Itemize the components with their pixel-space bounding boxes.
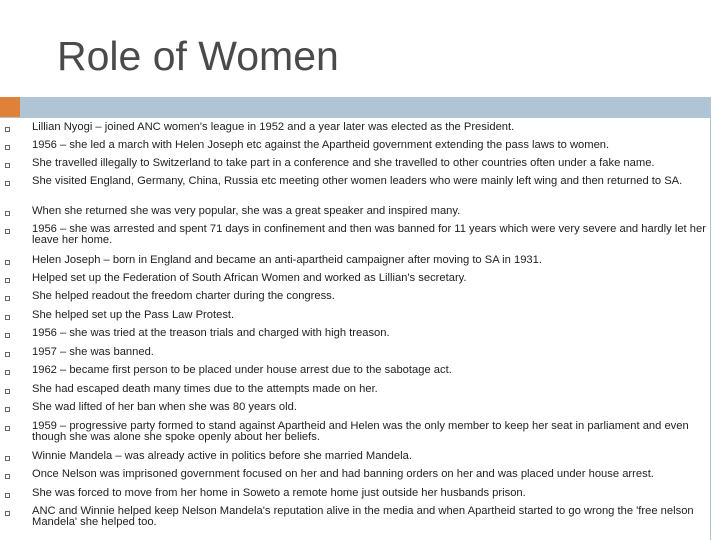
title-accent-bar bbox=[0, 97, 20, 118]
bullet-text: 1962 – became first person to be placed under house arrest due to the sabotage act. bbox=[32, 364, 452, 376]
bullet-text: She helped readout the freedom charter during the congress. bbox=[32, 290, 335, 302]
bullet-text: 1957 – she was banned. bbox=[32, 346, 154, 358]
square-bullet-icon bbox=[5, 511, 10, 516]
bullet-text: 1959 – progressive party formed to stand against Apartheid and Helen was the only member to keep her seat in parliament and even though she was alone she spoke openly about her beliefs. bbox=[32, 420, 689, 443]
square-bullet-icon bbox=[5, 389, 10, 394]
bullet-text: Lillian Nyogi – joined ANC women's league in 1952 and a year later was elected as the President. bbox=[32, 121, 515, 133]
bullet-text: She helped set up the Pass Law Protest. bbox=[32, 309, 235, 321]
square-bullet-icon bbox=[5, 260, 10, 265]
square-bullet-icon bbox=[5, 474, 10, 479]
bullet-text: She visited England, Germany, China, Russia etc meeting other women leaders who were mainly left wing and then returned to SA. bbox=[32, 175, 683, 187]
square-bullet-icon bbox=[5, 181, 10, 186]
bullet-text: 1956 – she led a march with Helen Joseph etc against the Apartheid government extending the pass laws to women. bbox=[32, 139, 610, 151]
title-divider-bar bbox=[20, 97, 706, 118]
square-bullet-icon bbox=[5, 493, 10, 498]
title-divider-line bbox=[0, 117, 706, 118]
square-bullet-icon bbox=[5, 456, 10, 461]
square-bullet-icon bbox=[5, 352, 10, 357]
square-bullet-icon bbox=[5, 315, 10, 320]
bullet-text: Helped set up the Federation of South African Women and worked as Lillian's secretary. bbox=[32, 272, 467, 284]
square-bullet-icon bbox=[5, 229, 10, 234]
square-bullet-icon bbox=[5, 145, 10, 150]
bullet-text: Once Nelson was imprisoned government focused on her and had banning orders on her and was placed under house arrest. bbox=[32, 468, 654, 480]
slide-title: Role of Women bbox=[57, 33, 339, 79]
square-bullet-icon bbox=[5, 333, 10, 338]
bullet-text: She travelled illegally to Switzerland to take part in a conference and she travelled to other countries often under a fake name. bbox=[32, 157, 655, 169]
bullet-text: When she returned she was very popular, she was a great speaker and inspired many. bbox=[32, 205, 461, 217]
bullet-text: 1956 – she was tried at the treason trials and charged with high treason. bbox=[32, 327, 390, 339]
bullet-text: ANC and Winnie helped keep Nelson Mandela's reputation alive in the media and when Apartheid started to go wrong the 'free nelson Mandela' she helped too. bbox=[32, 505, 694, 528]
bullet-text: She wad lifted of her ban when she was 80 years old. bbox=[32, 401, 297, 413]
square-bullet-icon bbox=[5, 426, 10, 431]
square-bullet-icon bbox=[5, 127, 10, 132]
bullet-text: Helen Joseph – born in England and became an anti-apartheid campaigner after moving to SA in 1931. bbox=[32, 254, 542, 266]
bullet-text: Winnie Mandela – was already active in politics before she married Mandela. bbox=[32, 450, 412, 462]
square-bullet-icon bbox=[5, 370, 10, 375]
bullet-text: She was forced to move from her home in Soweto a remote home just outside her husbands prison. bbox=[32, 487, 526, 499]
square-bullet-icon bbox=[5, 407, 10, 412]
bullet-text: She had escaped death many times due to the attempts made on her. bbox=[32, 383, 378, 395]
square-bullet-icon bbox=[5, 211, 10, 216]
bullet-text: 1956 – she was arrested and spent 71 days in confinement and then was banned for 11 years which were very severe and hardly let her leave her home. bbox=[32, 223, 706, 246]
square-bullet-icon bbox=[5, 278, 10, 283]
square-bullet-icon bbox=[5, 296, 10, 301]
square-bullet-icon bbox=[5, 163, 10, 168]
right-border-line bbox=[710, 97, 711, 540]
